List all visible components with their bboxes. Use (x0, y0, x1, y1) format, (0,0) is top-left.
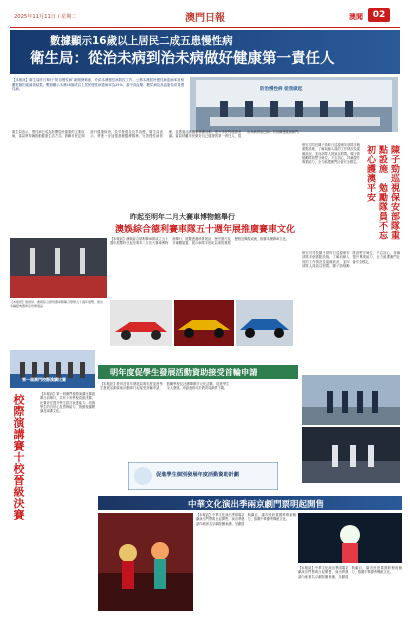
museum-caption: 【本報訊】旅遊局、澳娛綜合德利賽車隊聯合舉辦五十週年展覽，展出多輛經典賽車及珍貴展品 (10, 300, 104, 308)
school-body: 【本報訊】第一屆澳門校際演講比賽複賽日前舉行，共有十所學校晉級決賽。比賽旨在提升學生語言表達能力，培養學生的自信心及思辨能力，推動校園閱讀及演講文化。 (40, 392, 95, 414)
museum-photo-1 (10, 238, 107, 298)
student-banner-text: 促進學生個別發展年度活動資助計劃 (156, 472, 240, 478)
school-headline: 校際演講賽十校晉級決賽 (12, 394, 25, 521)
opera-headline: 中華文化演出季兩京劇門票明起開售 (188, 500, 325, 510)
opera-story (98, 496, 402, 616)
race-car-exhibit-2 (174, 300, 234, 346)
school-story (10, 350, 95, 540)
security-body-top: 保安司司長陳子勁昨日巡視保安部隊多個重點設施，了解前線人員的工作情況及裝備狀況，並向部隊人員致以慰問。陳子勁勉勵隊員堅守崗位，不忘初心，持續提升專業能力，全力維護澳門社會安全穩定。 (302, 143, 360, 165)
press-conference-photo (190, 77, 398, 132)
museum-headline: 澳娛綜合德利賽車隊五十週年展推廣賽車文化 (115, 225, 296, 235)
security-photo-2 (302, 427, 400, 483)
opera-photo-1 (98, 513, 193, 611)
lead-body: 衛生局表示，慢性病已成為影響居民健康的主要疾病，當局將持續推動健康生活方式，鼓勵市民定期進行健康檢查，及早發現及及早治療。衛生局表示，將進一步加強基層醫療服務，完善慢性病管理，並透過社區健康推廣活動，提升市民的健康意識。當局呼籲市民做好自己健康的第一責任人，從治未病到治已病，共同構建健康澳門。 (12, 130, 302, 139)
student-headline: 明年度促學生發展活動資助接受首輪申請 (110, 367, 258, 377)
student-story (98, 365, 298, 505)
opera-photo-2 (298, 513, 402, 563)
section-label: 澳聞 (349, 13, 363, 21)
school-banner: 第一屆澳門校際演講比賽 (22, 377, 66, 382)
museum-kicker: 昨起至明年二月大賽車博物館舉行 (130, 213, 235, 221)
page-number: 02 (368, 8, 390, 22)
student-banner-graphic (128, 462, 278, 490)
masthead-logo: 澳門日報 (185, 13, 225, 24)
security-photo-1 (302, 375, 400, 425)
museum-body: 【本報訊】澳娛綜合德利賽車隊成立五十週年展覽昨日起至明年二月於大賽車博物館舉行，展覽透過珍貴展品、歷史照片及多媒體裝置，展示車隊半世紀以來的發展歷程及輝煌成就，推廣本澳賽車文化。 (110, 237, 289, 246)
security-story (300, 143, 402, 485)
lead-kicker: 數據顯示16歲以上居民二成五患慢性病 (50, 35, 233, 47)
lead-headline: 衛生局：從治未病到治未病做好健康第一責任人 (30, 51, 335, 67)
issue-date: 2025年11月11日 / 星期二 (14, 14, 77, 20)
opera-body-2: 【本報訊】中華文化演出季兩場京劇演出門票明日起開售，演出將邀請內地著名京劇院團來澳，呈獻經典劇目，讓市民欣賞國粹藝術魅力，推廣中華優秀傳統文化。 (298, 566, 402, 579)
banner-text: 防治慢性病 從我做起 (260, 87, 303, 92)
security-headline: 陳子勁巡視保安部隊重點設施 勉勵隊員不忘初心護澳平安 (365, 145, 399, 240)
header-rule (10, 27, 400, 28)
museum-story (10, 212, 295, 362)
student-body: 【本報訊】教育及青年發展局明年度促進學生發展活動資助計劃即日起接受首輪申請，鼓勵學校及社團舉辦多元化活動，促進學生全人發展。申請表格可於教青局網頁下載。 (100, 382, 230, 391)
school-contest-photo (10, 350, 95, 388)
lead-intro: 【本報訊】衛生局昨日舉行“防治慢性病”新聞發佈會，介紹本澳慢性病防控工作，公佈本澳居民慢性病患病率及相關危險因素調查結果。數據顯示本澳16歲或以上居民慢性病患病率為25%，當中高血壓、糖尿病及高血脂為常見慢性病。 (12, 78, 184, 92)
race-car-exhibit-3 (236, 300, 293, 346)
race-car-exhibit-1 (110, 300, 172, 346)
security-body: 保安司司長陳子勁昨日巡視保安部隊多個重點設施，了解前線人員的工作情況及裝備狀況，並向部隊人員致以慰問。陳子勁勉勵隊員堅守崗位，不忘初心，持續提升專業能力，全力維護澳門社會安全穩定。 (302, 251, 400, 268)
opera-body: 【本報訊】中華文化演出季兩場京劇演出門票明日起開售，演出將邀請內地著名京劇院團來澳，呈獻經典劇目，讓市民欣賞國粹藝術魅力，推廣中華優秀傳統文化。 (196, 513, 296, 526)
